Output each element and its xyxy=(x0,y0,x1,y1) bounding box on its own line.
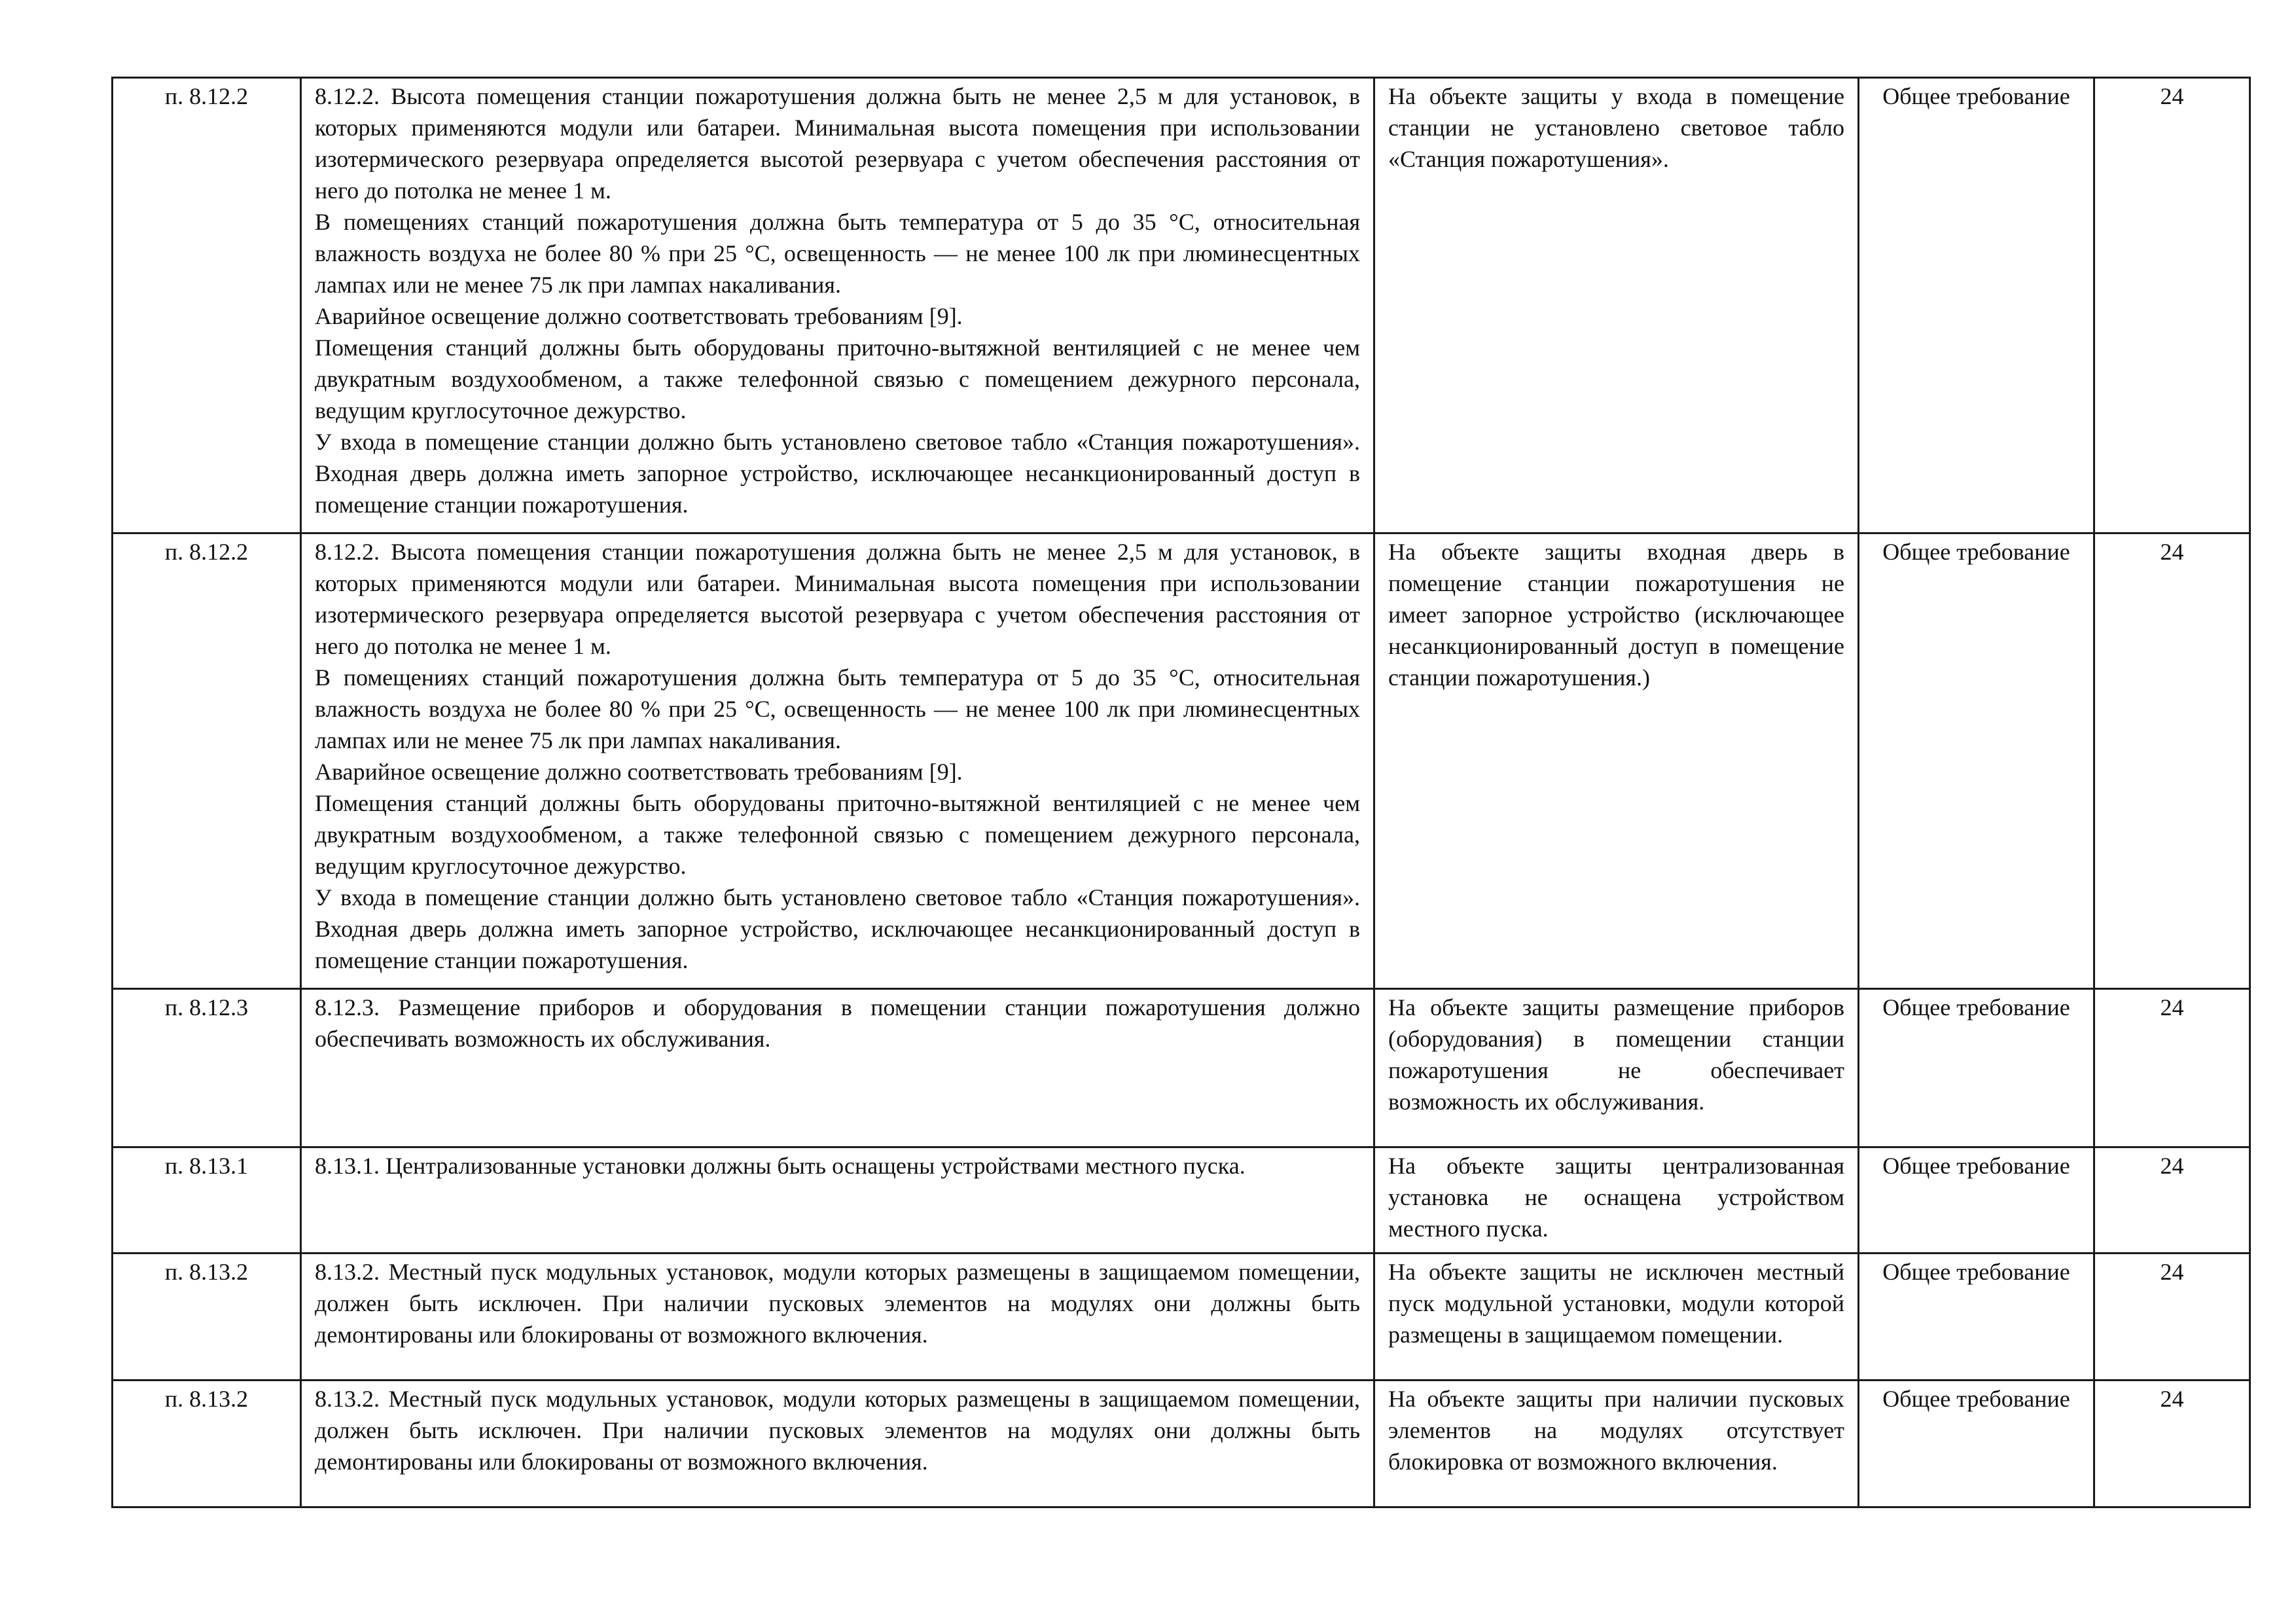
requirement-type-cell: Общее требование xyxy=(1859,1147,2094,1254)
requirement-paragraph: Помещения станций должны быть оборудованы приточно-вытяжной вентиляцией с не менее чем двукратным воздухообменом, а также телефонной связью с помещением дежурного персонала, ведущим круглосуточное дежурство. xyxy=(315,334,1360,424)
page-number-cell: 24 xyxy=(2094,78,2250,533)
page-number-cell: 24 xyxy=(2094,1380,2250,1507)
requirement-type-cell: Общее требование xyxy=(1859,78,2094,533)
requirement-paragraph: В помещениях станций пожаротушения должна быть температура от 5 до 35 °С, относительная влажность воздуха не более 80 % при 25 °С, освещенность — не менее 100 лк при люминесцентных лампах или не менее 75 лк при лампах накаливания. xyxy=(315,664,1360,753)
clause-ref-cell: п. 8.12.2 xyxy=(113,78,301,533)
requirement-paragraph: Аварийное освещение должно соответствовать требованиям [9]. xyxy=(315,759,963,785)
requirement-paragraph: У входа в помещение станции должно быть установлено световое табло «Станция пожаротушения». Входная дверь должна иметь запорное устройство, исключающее несанкционированный доступ в помещение станции пожаротушения. xyxy=(315,884,1360,973)
violation-text-cell: На объекте защиты при наличии пусковых элементов на модулях отсутствует блокировка от возможного включения. xyxy=(1374,1380,1859,1507)
requirement-paragraph: У входа в помещение станции должно быть установлено световое табло «Станция пожаротушения». Входная дверь должна иметь запорное устройство, исключающее несанкционированный доступ в помещение станции пожаротушения. xyxy=(315,429,1360,518)
requirement-paragraph: 8.12.3. Размещение приборов и оборудования в помещении станции пожаротушения должно обеспечивать возможность их обслуживания. xyxy=(315,994,1360,1052)
requirement-type-cell: Общее требование xyxy=(1859,1254,2094,1380)
clause-ref-cell: п. 8.13.2 xyxy=(113,1380,301,1507)
requirement-type-cell: Общее требование xyxy=(1859,533,2094,989)
table-row xyxy=(113,533,2250,989)
page-number-cell: 24 xyxy=(2094,1147,2250,1254)
requirements-table xyxy=(111,77,2251,1508)
requirement-text-cell xyxy=(301,989,1374,1147)
requirement-text-cell xyxy=(301,533,1374,989)
clause-ref-cell: п. 8.13.1 xyxy=(113,1147,301,1254)
page-number-cell: 24 xyxy=(2094,1254,2250,1380)
violation-text-cell: На объекте защиты входная дверь в помещение станции пожаротушения не имеет запорное устройство (исключающее несанкционированный доступ в помещение станции пожаротушения.) xyxy=(1374,533,1859,989)
requirement-type-cell: Общее требование xyxy=(1859,1380,2094,1507)
requirement-text-cell xyxy=(301,1254,1374,1380)
violation-text-cell: На объекте защиты не исключен местный пуск модульной установки, модули которой размещены в защищаемом помещении. xyxy=(1374,1254,1859,1380)
table-row xyxy=(113,1380,2250,1507)
requirement-paragraph: Аварийное освещение должно соответствовать требованиям [9]. xyxy=(315,303,963,329)
requirement-text-cell xyxy=(301,1380,1374,1507)
table-row xyxy=(113,78,2250,533)
requirement-paragraph: 8.13.2. Местный пуск модульных установок, модули которых размещены в защищаемом помещении, должен быть исключен. При наличии пусковых элементов на модулях они должны быть демонтированы или блокированы от возможного включения. xyxy=(315,1386,1360,1475)
requirement-paragraph: 8.12.2. Высота помещения станции пожаротушения должна быть не менее 2,5 м для установок, в которых применяются модули или батареи. Минимальная высота помещения при использовании изотермического резервуара определяется высотой резервуара с учетом обеспечения расстояния от него до потолка не менее 1 м. xyxy=(315,83,1360,204)
violation-text-cell: На объекте защиты размещение приборов (оборудования) в помещении станции пожаротушения не обеспечивает возможность их обслуживания. xyxy=(1374,989,1859,1147)
requirement-paragraph: В помещениях станций пожаротушения должна быть температура от 5 до 35 °С, относительная влажность воздуха не более 80 % при 25 °С, освещенность — не менее 100 лк при люминесцентных лампах или не менее 75 лк при лампах накаливания. xyxy=(315,209,1360,298)
clause-ref-cell: п. 8.12.3 xyxy=(113,989,301,1147)
page-number-cell: 24 xyxy=(2094,533,2250,989)
table-row xyxy=(113,1254,2250,1380)
requirement-type-cell: Общее требование xyxy=(1859,989,2094,1147)
table-row xyxy=(113,989,2250,1147)
requirement-text-cell xyxy=(301,1147,1374,1254)
page-number-cell: 24 xyxy=(2094,989,2250,1147)
clause-ref-cell: п. 8.13.2 xyxy=(113,1254,301,1380)
clause-ref-cell: п. 8.12.2 xyxy=(113,533,301,989)
table-row xyxy=(113,1147,2250,1254)
requirement-paragraph: 8.13.2. Местный пуск модульных установок, модули которых размещены в защищаемом помещении, должен быть исключен. При наличии пусковых элементов на модулях они должны быть демонтированы или блокированы от возможного включения. xyxy=(315,1259,1360,1348)
requirement-text-cell xyxy=(301,78,1374,533)
violation-text-cell: На объекте защиты централизованная установка не оснащена устройством местного пуска. xyxy=(1374,1147,1859,1254)
requirement-paragraph: 8.13.1. Централизованные установки должны быть оснащены устройствами местного пуска. xyxy=(315,1153,1246,1179)
violation-text-cell: На объекте защиты у входа в помещение станции не установлено световое табло «Станция пожаротушения». xyxy=(1374,78,1859,533)
requirement-paragraph: Помещения станций должны быть оборудованы приточно-вытяжной вентиляцией с не менее чем двукратным воздухообменом, а также телефонной связью с помещением дежурного персонала, ведущим круглосуточное дежурство. xyxy=(315,790,1360,879)
requirement-paragraph: 8.12.2. Высота помещения станции пожаротушения должна быть не менее 2,5 м для установок, в которых применяются модули или батареи. Минимальная высота помещения при использовании изотермического резервуара определяется высотой резервуара с учетом обеспечения расстояния от него до потолка не менее 1 м. xyxy=(315,539,1360,659)
